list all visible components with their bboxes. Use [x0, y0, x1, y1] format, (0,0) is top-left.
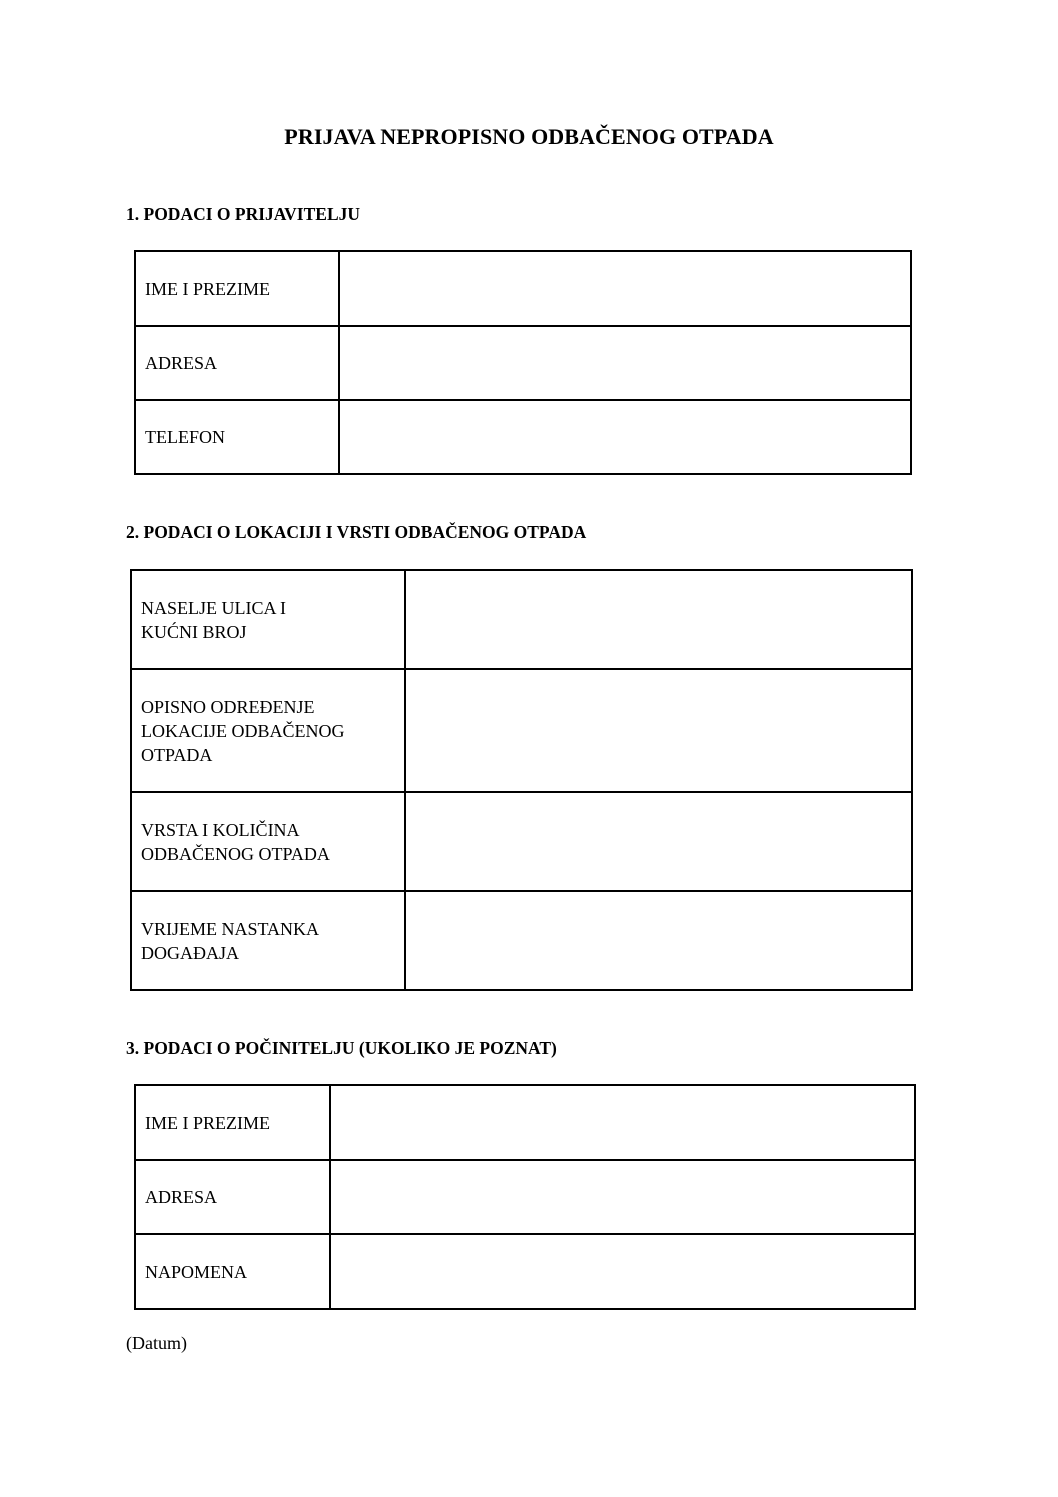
- waste-type-quantity-field[interactable]: [405, 792, 912, 891]
- field-label: OPISNO ODREĐENJE LOKACIJE ODBAČENOG OTPADA: [131, 669, 405, 792]
- table-row: [131, 792, 912, 891]
- reporter-name-field[interactable]: [339, 251, 911, 326]
- event-time-field[interactable]: [405, 891, 912, 990]
- field-label: VRSTA I KOLIČINA ODBAČENOG OTPADA: [131, 792, 405, 891]
- reporter-address-field[interactable]: [339, 326, 911, 400]
- note-field[interactable]: [330, 1234, 915, 1309]
- field-label: IME I PREZIME: [135, 251, 339, 326]
- reporter-table: [134, 250, 912, 475]
- table-row: [131, 570, 912, 669]
- table-row: [135, 251, 911, 326]
- perpetrator-address-field[interactable]: [330, 1160, 915, 1234]
- table-row: [135, 326, 911, 400]
- section-heading-reporter: 1. PODACI O PRIJAVITELJU: [126, 204, 361, 224]
- location-table: [130, 569, 913, 991]
- table-row: [135, 1234, 915, 1309]
- table-row: [135, 400, 911, 474]
- date-label: (Datum): [126, 1333, 187, 1353]
- table-row: [131, 891, 912, 990]
- document-title: PRIJAVA NEPROPISNO ODBAČENOG OTPADA: [284, 124, 774, 149]
- field-label: NAPOMENA: [135, 1234, 330, 1309]
- field-label: ADRESA: [135, 1160, 330, 1234]
- field-label: NASELJE ULICA I KUĆNI BROJ: [131, 570, 405, 669]
- reporter-phone-field[interactable]: [339, 400, 911, 474]
- perpetrator-name-field[interactable]: [330, 1085, 915, 1160]
- perpetrator-table: [134, 1084, 916, 1310]
- location-description-field[interactable]: [405, 669, 912, 792]
- table-row: [135, 1160, 915, 1234]
- field-label: IME I PREZIME: [135, 1085, 330, 1160]
- table-row: [135, 1085, 915, 1160]
- table-row: [131, 669, 912, 792]
- section-heading-location: 2. PODACI O LOKACIJI I VRSTI ODBAČENOG OTPADA: [126, 522, 587, 542]
- field-label: VRIJEME NASTANKA DOGAĐAJA: [131, 891, 405, 990]
- location-address-field[interactable]: [405, 570, 912, 669]
- field-label: TELEFON: [135, 400, 339, 474]
- field-label: ADRESA: [135, 326, 339, 400]
- section-heading-perpetrator: 3. PODACI O POČINITELJU (UKOLIKO JE POZNAT): [126, 1038, 557, 1058]
